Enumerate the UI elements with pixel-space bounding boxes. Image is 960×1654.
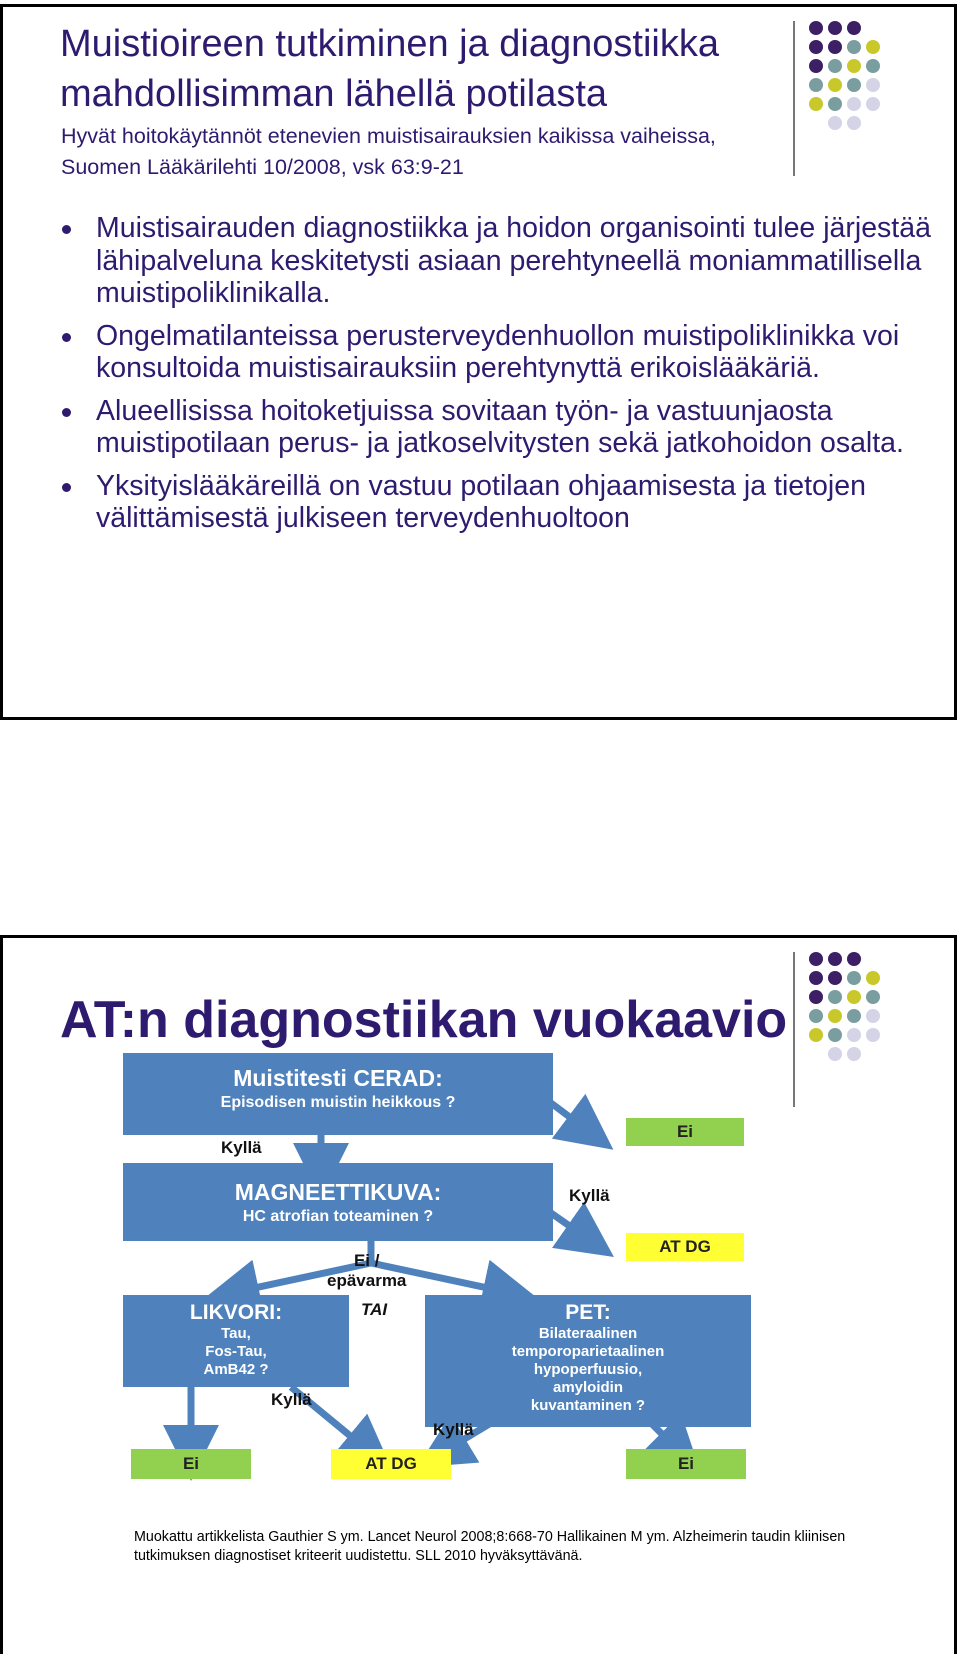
bullet-text: Yksityislääkäreillä on vastuu potilaan ohjaamisesta ja tietojen välittämisestä julkiseen terveydenhuoltoon [96,469,866,534]
pet-line: amyloidin [552,1379,623,1396]
decorative-dot [866,78,880,92]
divider-line [793,21,795,176]
kylla-label-2: Kyllä [569,1186,610,1205]
decorative-dot [866,1009,880,1023]
slide-2-title: AT:n diagnostiikan vuokaavio [60,991,788,1049]
decorative-dot [847,97,861,111]
bullet-item [58,470,938,535]
decorative-dot [809,952,823,966]
bullet-text: Muistisairauden diagnostiikka ja hoidon organisointi tulee järjestää lähipalveluna keskitetysti asiaan perehtyneellä moniammatillisella muistipoliklinikalla. [96,212,931,309]
decorative-dot [828,40,842,54]
decorative-dot [866,1028,880,1042]
decorative-dot [809,21,823,35]
pet-line: Bilateraalinen [538,1325,638,1342]
decorative-dot [809,990,823,1004]
bullet-item [58,212,938,310]
decorative-dot [866,990,880,1004]
bullet-dot-icon [62,408,71,417]
decorative-dot [866,97,880,111]
decorative-dot [809,1028,823,1042]
decorative-dot [866,40,880,54]
decorative-dot [847,78,861,92]
pet-line: kuvantaminen ? [530,1397,646,1414]
decorative-dot [828,1028,842,1042]
decorative-dot [828,78,842,92]
decorative-dot [809,59,823,73]
decorative-dot [809,78,823,92]
decorative-dot [828,59,842,73]
divider-line [793,952,795,1107]
cerad-title: Muistitesti CERAD: [233,1065,443,1091]
cerad-subtitle: Episodisen muistin heikkous ? [220,1094,456,1111]
bullet-item [58,395,938,460]
reference-text: Muokattu artikkelista Gauthier S ym. Lancet Neurol 2008;8:668-70 Hallikainen M ym. Alzheimerin taudin kliinisen tutkimuksen diagnostiset kriteerit uudistettu. SLL 2010 hyväksyttävänä. [134,1529,846,1564]
ei-box-3: Ei [626,1449,746,1479]
decorative-dot [809,1009,823,1023]
kylla-label-1: Kyllä [221,1138,262,1157]
at-dg-box-2: AT DG [331,1449,451,1479]
decorative-dot [847,116,861,130]
slide-1-title: Muistioireen tutkiminen ja diagnostiikka mahdollisimman lähellä potilasta [60,23,719,115]
slide-1 [0,4,957,720]
pet-line: temporoparietaalinen [511,1343,665,1360]
decorative-dot [866,59,880,73]
likvori-line: Fos-Tau, [205,1343,267,1360]
decorative-dot [847,1028,861,1042]
decorative-dot [828,1047,842,1061]
tai-label: TAI [361,1300,388,1319]
mri-box [123,1163,553,1241]
decorative-dot [828,952,842,966]
pet-box [425,1295,751,1427]
slide-1-subtitle: Hyvät hoitokäytännöt etenevien muistisairauksien kaikissa vaiheissa, Suomen Lääkärilehti 10/2008, vsk 63:9-21 [61,124,716,179]
pet-title: PET: [565,1301,611,1324]
ei-box-1: Ei [626,1118,744,1146]
decorative-dot [847,952,861,966]
pet-line: hypoperfuusio, [533,1361,643,1378]
decorative-dot [847,1009,861,1023]
bullet-item [58,320,938,385]
decorative-dot [809,40,823,54]
mri-title: MAGNEETTIKUVA: [234,1179,442,1205]
decorative-dot [847,21,861,35]
decorative-dot [847,990,861,1004]
bullet-dot-icon [62,225,71,234]
bullet-dot-icon [62,333,71,342]
decorative-dot [828,21,842,35]
decorative-dot [828,1009,842,1023]
bullet-list [58,212,938,545]
slide-2 [0,935,957,1654]
at-dg-box-1: AT DG [626,1233,744,1261]
ei-box-2: Ei [131,1449,251,1479]
decorative-dot [828,116,842,130]
ei-epavarma-line: Ei / [353,1251,380,1270]
ei-epavarma-label [327,1251,406,1291]
decorative-dot [809,97,823,111]
decorative-dot [847,971,861,985]
ei-epavarma-line: epävarma [327,1271,407,1290]
likvori-line: AmB42 ? [203,1361,269,1378]
decorative-dot [847,1047,861,1061]
kylla-label-3: Kyllä [271,1390,312,1409]
kylla-label-4: Kyllä [433,1420,474,1439]
decorative-dot [828,971,842,985]
bullet-text: Alueellisissa hoitoketjuissa sovitaan työn- ja vastuunjaosta muistipotilaan perus- ja jatkoselvitysten sekä jatkohoidon osalta. [96,394,904,459]
likvori-box [123,1295,349,1387]
likvori-title: LIKVORI: [189,1301,283,1324]
likvori-line: Tau, [221,1325,251,1342]
cerad-box [123,1053,553,1135]
decorative-dot [809,971,823,985]
decorative-dot [847,59,861,73]
flowchart [121,1053,761,1493]
decorative-dot [828,97,842,111]
bullet-text: Ongelmatilanteissa perusterveydenhuollon muistipoliklinikka voi konsultoida muistisairauksiin perehtynyttä erikoislääkäriä. [96,319,900,384]
decorative-dot [847,40,861,54]
decorative-dot [828,990,842,1004]
mri-subtitle: HC atrofian toteaminen ? [242,1208,434,1225]
bullet-dot-icon [62,483,71,492]
decorative-dot [866,971,880,985]
